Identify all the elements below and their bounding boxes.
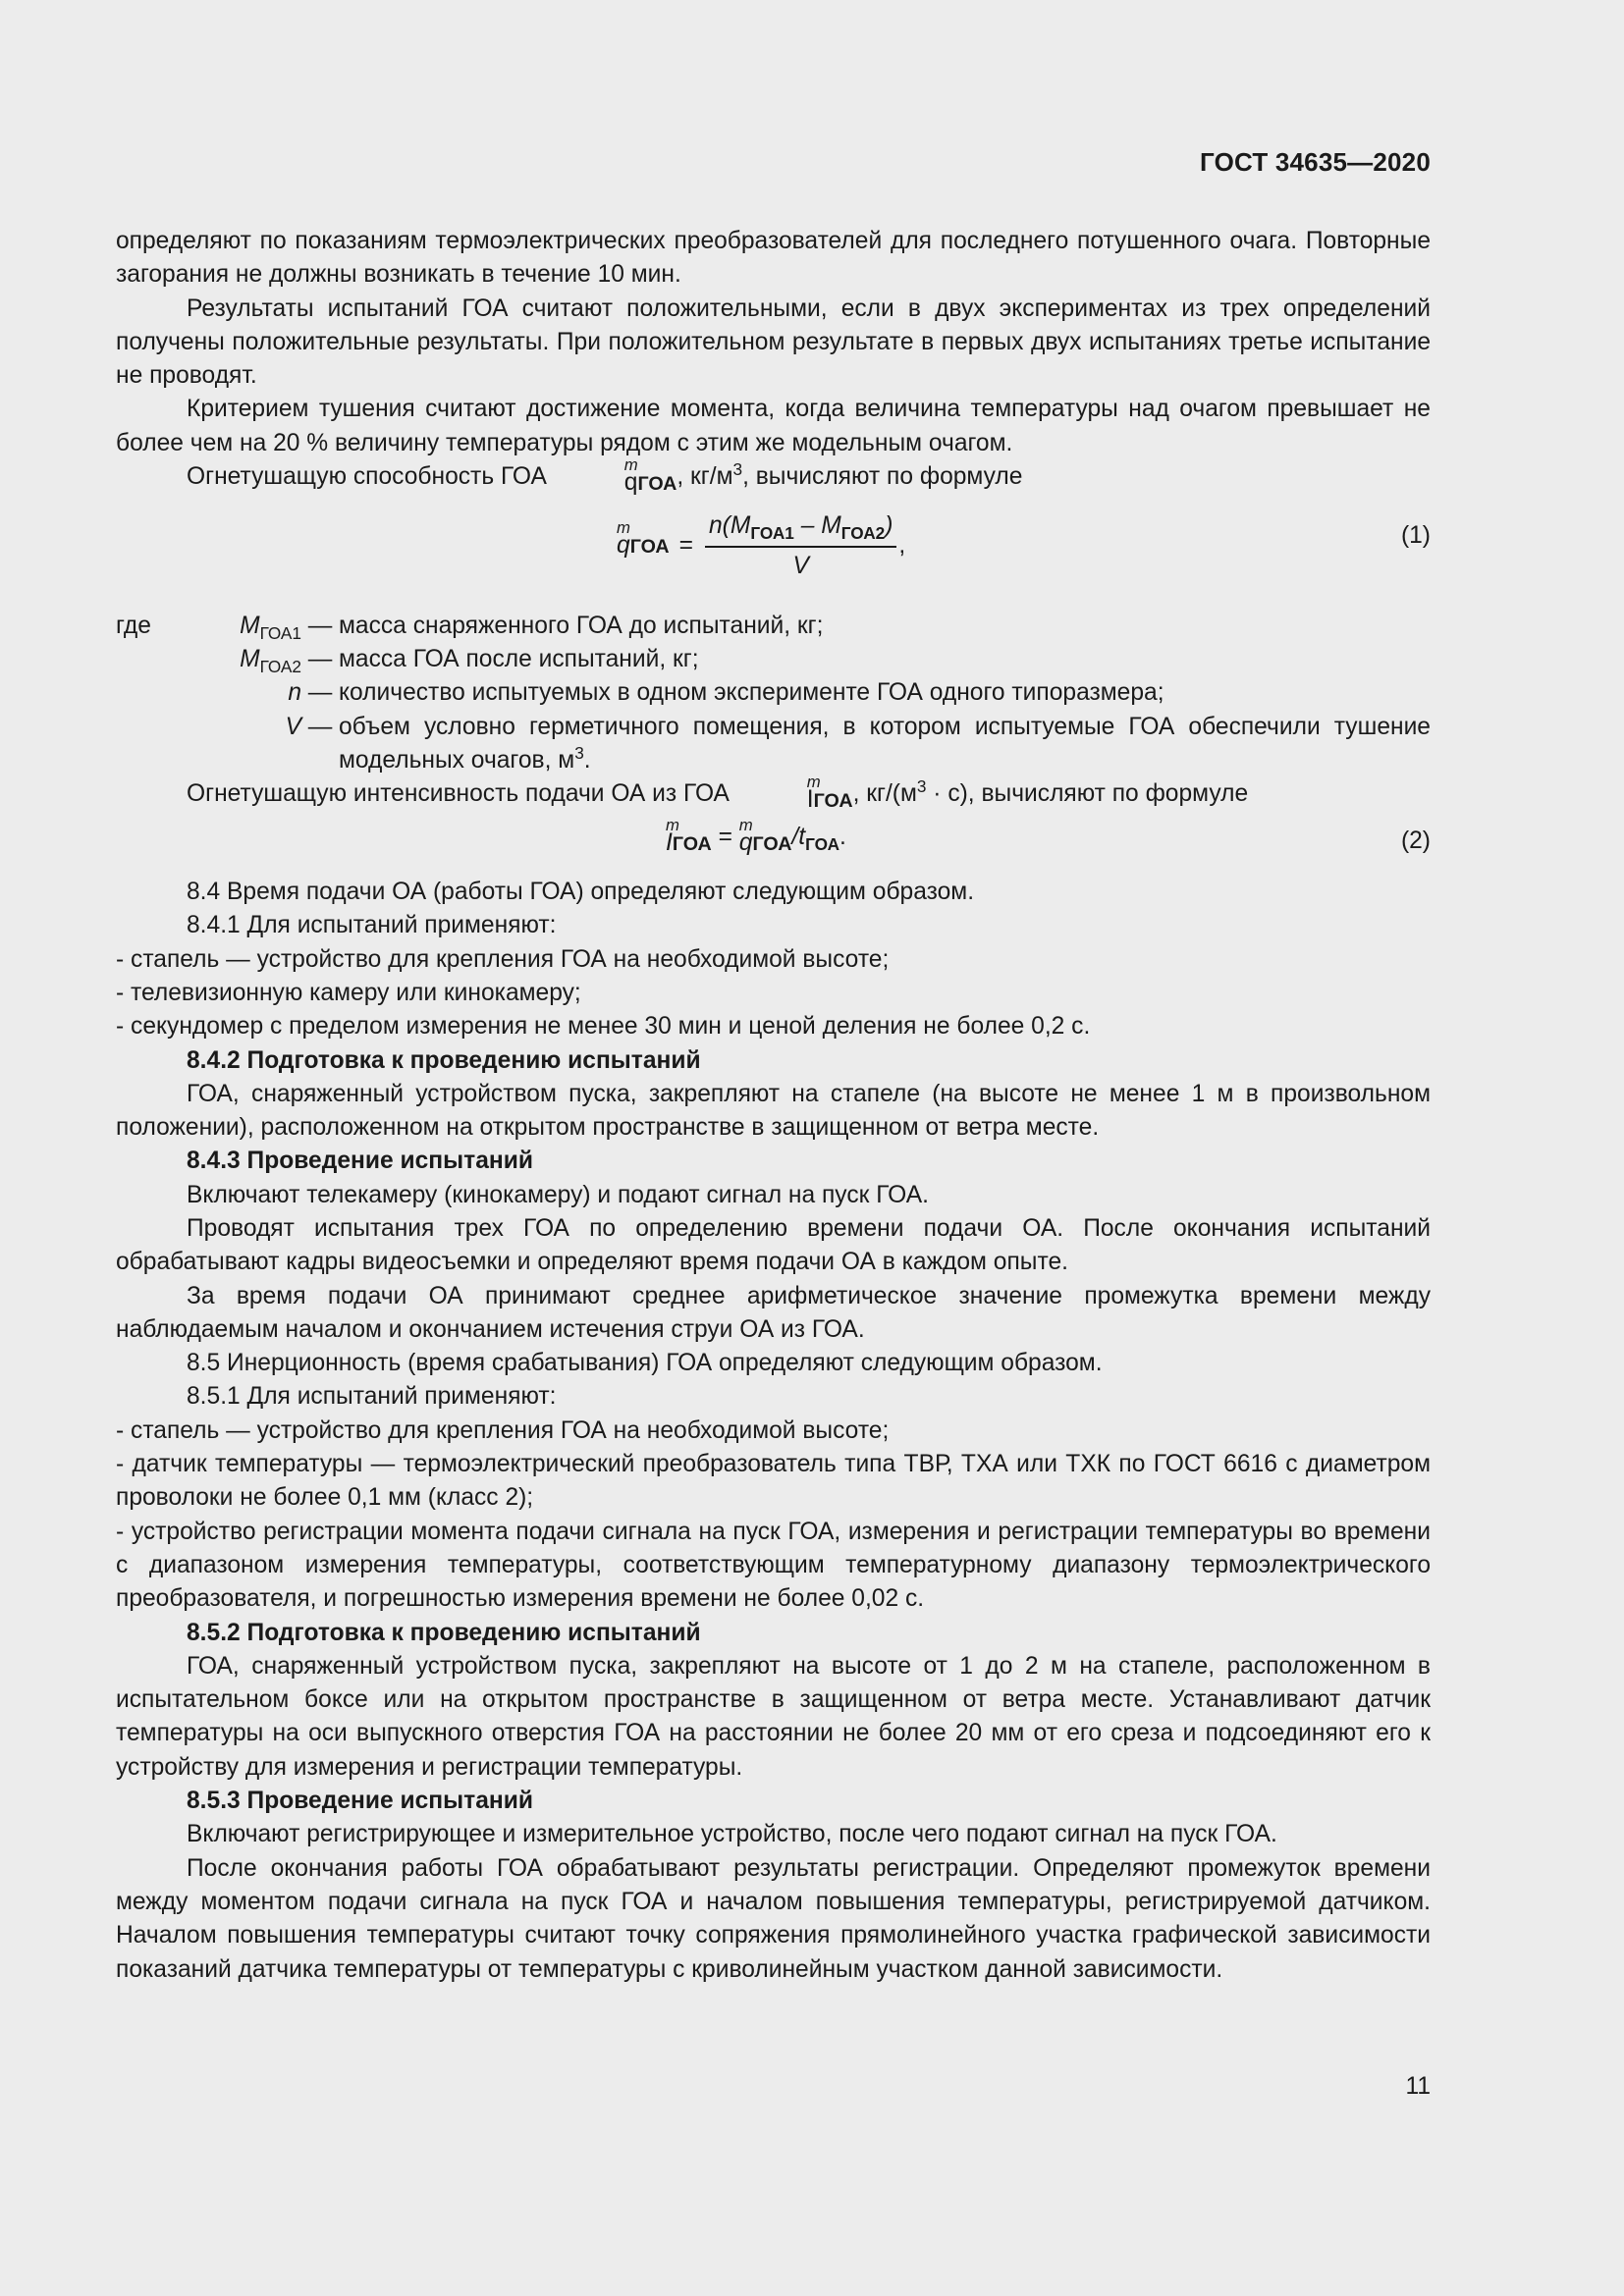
where-item: n — количество испытуемых в одном эксперименте ГОА одного типоразмера; <box>288 679 1164 707</box>
paragraph-continuation: определяют по показаниям термоэлектрических преобразователей для последнего потушенного очага. Повторные загорания не должны возникать в течение 10 мин. <box>116 228 1431 289</box>
formula1-fraction <box>705 509 896 584</box>
paragraph-criterion: Критерием тушения считают достижение момента, когда величина температуры над очагом превышает не более чем на 20 % величину температуры рядом с этим же модельным очагом. <box>116 396 1431 456</box>
formula1-denominator: V <box>792 553 809 580</box>
equation-number-1: (1) <box>1400 521 1431 549</box>
list-item: - телевизионную камеру или кинокамеру; <box>116 979 581 1006</box>
where-item: где $M_{ГОА1}$ — масса снаряженного ГОА до испытаний, кг; <box>116 612 824 643</box>
formula1-lhs: q m ГОА <box>617 518 670 560</box>
page-number: 11 <box>1405 2073 1431 2100</box>
paragraph: Проводят испытания трех ГОА по определению времени подачи ОА. После окончания испытаний обрабатывают кадры видеосъемки и определяют время подачи ОА в каждом опыте. <box>116 1215 1431 1276</box>
list-item: - устройство регистрации момента подачи сигнала на пуск ГОА, измерения и регистрации температуры во времени с диапазоном измерения температуры, соответствующим температурному диапазону термоэлектрического преобразователя, и погрешностью измерения времени не более 0,02 с. <box>116 1518 1431 1613</box>
i-goa-symbol: I m ГОА <box>806 773 853 814</box>
paragraph: За время подачи ОА принимают среднее арифметическое значение промежутка времени между наблюдаемым началом и окончанием истечения струи ОА из ГОА. <box>116 1282 1431 1343</box>
standard-header: ГОСТ 34635—2020 <box>1200 147 1431 177</box>
paragraph-results: Результаты испытаний ГОА считают положительными, если в двух экспериментах из трех определений получены положительные результаты. При положительном результате в первых двух испытаниях третье испытание не проводят. <box>116 294 1431 390</box>
list-item: - секундомер с пределом измерения не менее 30 мин и ценой деления не более 0,2 с. <box>116 1013 1091 1041</box>
paragraph: После окончания работы ГОА обрабатывают результаты регистрации. Определяют промежуток времени между моментом подачи сигнала на пуск ГОА и началом повышения температуры, регистрируемой датчиком. Началом повышения температуры считают точку сопряжения прямолинейного участка графической зависимости показаний датчика температуры от температуры с криволинейным участком данной зависимости. <box>116 1854 1431 1983</box>
formula1-intro: Огнетушащую способность ГОА q m ГОА, $кг/м^3$, вычисляют по формуле <box>187 455 1023 497</box>
where-list <box>116 610 1431 777</box>
section-8-5-3-heading: 8.5.3 Проведение испытаний <box>187 1788 533 1815</box>
where-item: V — объем условно герметичного помещения, в котором испытуемые ГОА обеспечили тушение модельных очагов, $м^3$. <box>285 713 1431 774</box>
formula2-intro: Огнетушащую интенсивность подачи ОА из ГОА I m ГОА, $кг/(м^3 \cdot с)$, вычисляют по формуле <box>187 773 1249 814</box>
where-item: $M_{ГОА2}$ — масса ГОА после испытаний, кг; <box>240 646 699 677</box>
section-8-5: 8.5 Инерционность (время срабатывания) ГОА определяют следующим образом. <box>187 1350 1103 1377</box>
paragraph: Включают телекамеру (кинокамеру) и подают сигнал на пуск ГОА. <box>187 1181 929 1208</box>
section-8-4-1: 8.4.1 Для испытаний применяют: <box>187 912 557 939</box>
list-item: - стапель — устройство для крепления ГОА на необходимой высоте; <box>116 1416 890 1444</box>
paragraph: ГОА, снаряженный устройством пуска, закрепляют на стапеле (на высоте не менее 1 м в произвольном положении), расположенном на открытом пространстве в защищенном от ветра месте. <box>116 1080 1431 1142</box>
list-item: - стапель — устройство для крепления ГОА на необходимой высоте; <box>116 945 890 973</box>
section-8-5-1: 8.5.1 Для испытаний применяют: <box>187 1383 557 1411</box>
paragraph: ГОА, снаряженный устройством пуска, закрепляют на высоте от 1 до 2 м на стапеле, расположенном в испытательном боксе или на открытом пространстве в защищенном от ветра месте. Устанавливают датчик температуры на оси выпускного отверстия ГОА на расстоянии не более 20 мм от его среза и подсоединяют его к устройству для измерения и регистрации температуры. <box>116 1652 1431 1781</box>
document-body <box>116 225 1431 1987</box>
section-8-5-2-heading: 8.5.2 Подготовка к проведению испытаний <box>187 1619 701 1646</box>
paragraph: Включают регистрирующее и измерительное устройство, после чего подают сигнал на пуск ГОА. <box>187 1821 1277 1848</box>
list-item: - датчик температуры — термоэлектрический преобразователь типа ТВР, ТХА или ТХК по ГОСТ 6616 с диаметром проволоки не более 0,1 мм (класс 2); <box>116 1451 1431 1512</box>
section-8-4-3-heading: 8.4.3 Проведение испытаний <box>187 1148 533 1175</box>
q-goa-symbol: q m ГОА <box>623 455 677 497</box>
formula1-numerator: $n(M_{ГОА1} - M_{ГОА2})$ <box>705 509 896 548</box>
section-8-4: 8.4 Время подачи ОА (работы ГОА) определяют следующим образом. <box>187 879 975 906</box>
formula-1: q m ГОА = $\frac{n(M_{ГОА1} - M_{ГОА2})}{V}$ , (1) <box>116 502 1431 590</box>
formula-2: I m ГОА = q m ГОА/$t_{ГОА}$. (2) <box>116 817 1431 862</box>
equation-number-2: (2) <box>1400 828 1431 855</box>
section-8-4-2-heading: 8.4.2 Подготовка к проведению испытаний <box>187 1046 701 1074</box>
